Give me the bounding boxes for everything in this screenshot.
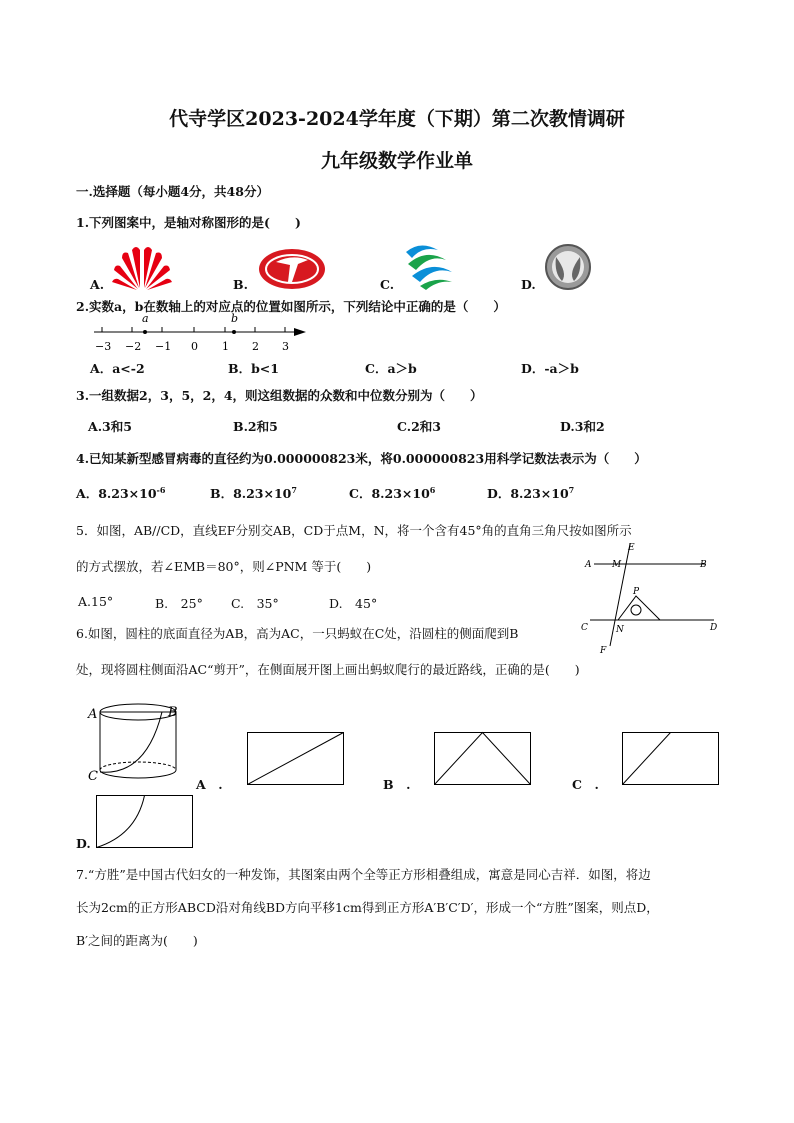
- q1-option-c: C.: [380, 277, 395, 292]
- q5-line2: 的方式摆放，若∠EMB＝80°，则∠PNM 等于( ): [76, 559, 372, 574]
- q6-option-c: C .: [572, 777, 599, 792]
- q6-line1: 6.如图，圆柱的底面直径为AB，高为AC，一只蚂蚁在C处，沿圆柱的侧面爬到B: [76, 626, 519, 641]
- china-mobile-logo-icon: [402, 242, 456, 290]
- q1-option-b: B.: [233, 277, 248, 292]
- q3-option-a: A.3和5: [88, 419, 132, 434]
- q2-option-a: A．a<-2: [90, 361, 145, 376]
- q2-stem: 2.实数a，b在数轴上的对应点的位置如图所示，下列结论中正确的是（ ）: [76, 299, 506, 314]
- cyl-label-c: C: [88, 769, 98, 784]
- tick-label: −1: [155, 340, 172, 353]
- point-b-label: b: [231, 312, 239, 325]
- q6-option-b-figure: [434, 732, 534, 786]
- fig-label-p: P: [633, 587, 640, 597]
- q6-line2: 处，现将圆柱侧面沿AC“剪开”，在侧面展开图上画出蚂蚁爬行的最近路线，正确的是( ): [76, 662, 580, 677]
- q5-option-c: C. 35°: [231, 596, 279, 611]
- q3-option-d: D.3和2: [560, 419, 605, 434]
- q1-option-a: A.: [90, 277, 105, 292]
- point-a-label: a: [142, 312, 149, 325]
- number-line: [90, 310, 320, 360]
- q6-option-a: A .: [196, 777, 223, 792]
- q5-line1: 5．如图，AB//CD，直线EF分别交AB，CD于点M，N，将一个含有45°角的直角三角尺按如图所示: [76, 523, 632, 538]
- tick-label: 2: [252, 340, 259, 353]
- q3-option-b: B.2和5: [233, 419, 278, 434]
- q6-option-b: B .: [383, 777, 411, 792]
- fig-label-c: C: [581, 623, 588, 633]
- q4-option-b: B．$8.23\times 10^7$: [210, 484, 297, 501]
- cyl-label-b: B: [168, 705, 178, 720]
- q5-option-b: B. 25°: [155, 596, 203, 611]
- q2-option-b: B．b<1: [228, 361, 279, 376]
- q3-option-c: C.2和3: [397, 419, 441, 434]
- q7-line1: 7.“方胜”是中国古代妇女的一种发饰，其图案由两个全等正方形相叠组成，寓意是同心吉祥．如图，将边: [76, 867, 651, 882]
- section-title: 一.选择题（每小题4分，共48分）: [76, 184, 269, 199]
- tick-label: 0: [191, 340, 198, 353]
- fig-label-b: B: [700, 560, 707, 570]
- page-title: 代寺学区2023-2024学年度（下期）第二次教情调研: [169, 108, 625, 130]
- fig-label-e: E: [628, 543, 635, 553]
- tick-label: 1: [222, 340, 229, 353]
- huawei-logo-icon: [112, 244, 172, 290]
- q4-option-c: C．$8.23\times 10^6$: [349, 484, 436, 501]
- q6-option-a-figure: [247, 732, 347, 786]
- q7-line3: B′之间的距离为( ): [76, 933, 198, 948]
- tick-label: −3: [95, 340, 112, 353]
- q5-option-d: D. 45°: [329, 596, 378, 611]
- fig-label-a: A: [585, 560, 592, 570]
- q6-option-d: D.: [76, 836, 91, 851]
- q1-stem: 1.下列图案中，是轴对称图形的是( ): [76, 215, 301, 230]
- tick-label: −2: [125, 340, 142, 353]
- fig-label-f: F: [600, 646, 607, 656]
- geely-logo-icon: [258, 248, 326, 290]
- tick-label: 3: [282, 340, 289, 353]
- fig-label-m: M: [612, 560, 622, 570]
- page-subtitle: 九年级数学作业单: [320, 150, 473, 172]
- q7-line2: 长为2cm的正方形ABCD沿对角线BD方向平移1cm得到正方形A′B′C′D′，形成一个“方胜”图案，则点D，: [76, 900, 659, 915]
- cyl-label-a: A: [88, 707, 98, 722]
- q4-option-d: D．$8.23\times 10^7$: [487, 484, 575, 501]
- q1-option-d: D.: [521, 277, 536, 292]
- fig-label-n: N: [616, 625, 624, 635]
- q6-option-c-figure: [622, 732, 722, 786]
- q5-figure: [580, 540, 730, 655]
- q6-option-d-figure: [96, 795, 196, 849]
- q3-stem: 3.一组数据2，3，5，2，4，则这组数据的众数和中位数分别为（ ）: [76, 388, 483, 403]
- cylinder-figure: [86, 700, 186, 792]
- q2-option-c: C．a＞b: [365, 361, 417, 376]
- q4-stem: 4.已知某新型感冒病毒的直径约为0.000000823米，将0.000000823用科学记数法表示为（ ）: [76, 451, 647, 466]
- fig-label-d: D: [710, 623, 718, 633]
- dongfeng-logo-icon: [544, 243, 592, 291]
- q2-option-d: D．-a＞b: [521, 361, 579, 376]
- q5-option-a: A.15°: [78, 594, 114, 609]
- q4-option-a: A．$8.23\times 10^{-6}$: [76, 484, 166, 501]
